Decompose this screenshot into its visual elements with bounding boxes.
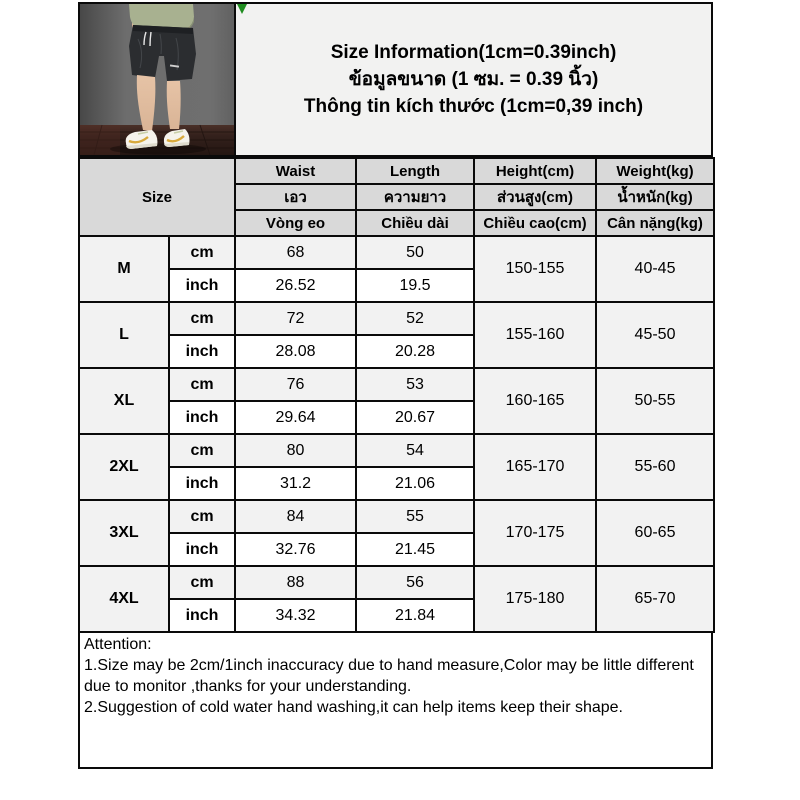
height-range: 155-160 (474, 302, 596, 368)
length-cm-value: 54 (356, 434, 474, 467)
weight-range: 50-55 (596, 368, 714, 434)
length-inch-value: 20.67 (356, 401, 474, 434)
waist-inch-value: 32.76 (235, 533, 356, 566)
size-chart-sheet (78, 2, 713, 769)
title-english: Size Information(1cm=0.39inch) (330, 42, 617, 63)
waist-inch-value: 29.64 (235, 401, 356, 434)
top-row (78, 2, 713, 157)
table-row (79, 500, 714, 533)
length-cm-value: 50 (356, 236, 474, 269)
unit-inch: inch (169, 599, 235, 632)
weight-range: 40-45 (596, 236, 714, 302)
col-header-height-th: ส่วนสูง(cm) (474, 184, 596, 210)
waist-inch-value: 28.08 (235, 335, 356, 368)
col-header-waist-vi: Vòng eo (235, 210, 356, 236)
waist-cm-value: 88 (235, 566, 356, 599)
length-cm-value: 55 (356, 500, 474, 533)
col-header-length: Length (356, 158, 474, 184)
size-table (78, 157, 715, 633)
length-inch-value: 21.84 (356, 599, 474, 632)
waist-inch-value: 34.32 (235, 599, 356, 632)
waist-cm-value: 76 (235, 368, 356, 401)
unit-inch: inch (169, 401, 235, 434)
unit-inch: inch (169, 533, 235, 566)
col-header-waist-th: เอว (235, 184, 356, 210)
unit-inch: inch (169, 335, 235, 368)
unit-inch: inch (169, 269, 235, 302)
title-thai: ข้อมูลขนาด (1 ซม. = 0.39 นิ้ว) (348, 69, 599, 90)
size-label-2xl: 2XL (79, 434, 169, 500)
model-wearing-shorts-photo (80, 4, 234, 155)
weight-range: 55-60 (596, 434, 714, 500)
attention-line-2: 2.Suggestion of cold water hand washing,it can help items keep their shape. (84, 699, 623, 716)
green-corner-marker-icon (237, 4, 247, 14)
size-info-header (236, 2, 713, 157)
col-header-weight: Weight(kg) (596, 158, 714, 184)
size-label-m: M (79, 236, 169, 302)
length-cm-value: 52 (356, 302, 474, 335)
size-label-3xl: 3XL (79, 500, 169, 566)
height-range: 175-180 (474, 566, 596, 632)
unit-cm: cm (169, 302, 235, 335)
col-header-height: Height(cm) (474, 158, 596, 184)
length-cm-value: 56 (356, 566, 474, 599)
unit-cm: cm (169, 500, 235, 533)
size-label-l: L (79, 302, 169, 368)
unit-cm: cm (169, 434, 235, 467)
table-row (79, 434, 714, 467)
unit-inch: inch (169, 467, 235, 500)
length-inch-value: 21.45 (356, 533, 474, 566)
table-row (79, 302, 714, 335)
table-row (79, 566, 714, 599)
length-inch-value: 19.5 (356, 269, 474, 302)
table-row (79, 368, 714, 401)
height-range: 150-155 (474, 236, 596, 302)
size-label-4xl: 4XL (79, 566, 169, 632)
col-header-waist: Waist (235, 158, 356, 184)
length-inch-value: 20.28 (356, 335, 474, 368)
height-range: 160-165 (474, 368, 596, 434)
col-header-length-th: ความยาว (356, 184, 474, 210)
table-row (79, 236, 714, 269)
floor-shadow (110, 144, 206, 155)
col-header-weight-vi: Cân nặng(kg) (596, 210, 714, 236)
waist-cm-value: 72 (235, 302, 356, 335)
title-vietnamese: Thông tin kích thước (1cm=0,39 inch) (303, 96, 644, 117)
waist-inch-value: 26.52 (235, 269, 356, 302)
unit-cm: cm (169, 236, 235, 269)
unit-cm: cm (169, 566, 235, 599)
col-header-length-vi: Chiều dài (356, 210, 474, 236)
weight-range: 65-70 (596, 566, 714, 632)
col-header-weight-th: น้ำหนัก(kg) (596, 184, 714, 210)
weight-range: 45-50 (596, 302, 714, 368)
weight-range: 60-65 (596, 500, 714, 566)
size-label-xl: XL (79, 368, 169, 434)
waist-inch-value: 31.2 (235, 467, 356, 500)
attention-note (78, 633, 713, 769)
col-header-height-vi: Chiều cao(cm) (474, 210, 596, 236)
length-inch-value: 21.06 (356, 467, 474, 500)
product-photo (78, 2, 236, 157)
waist-cm-value: 80 (235, 434, 356, 467)
height-range: 170-175 (474, 500, 596, 566)
height-range: 165-170 (474, 434, 596, 500)
attention-title: Attention: (84, 636, 152, 653)
waist-cm-value: 68 (235, 236, 356, 269)
length-cm-value: 53 (356, 368, 474, 401)
attention-line-1: 1.Size may be 2cm/1inch inaccuracy due to hand measure,Color may be little different due to monitor ,thanks for your understanding. (84, 657, 694, 695)
header-row-english (79, 158, 714, 184)
size-column-header: Size (79, 158, 235, 236)
waist-cm-value: 84 (235, 500, 356, 533)
unit-cm: cm (169, 368, 235, 401)
